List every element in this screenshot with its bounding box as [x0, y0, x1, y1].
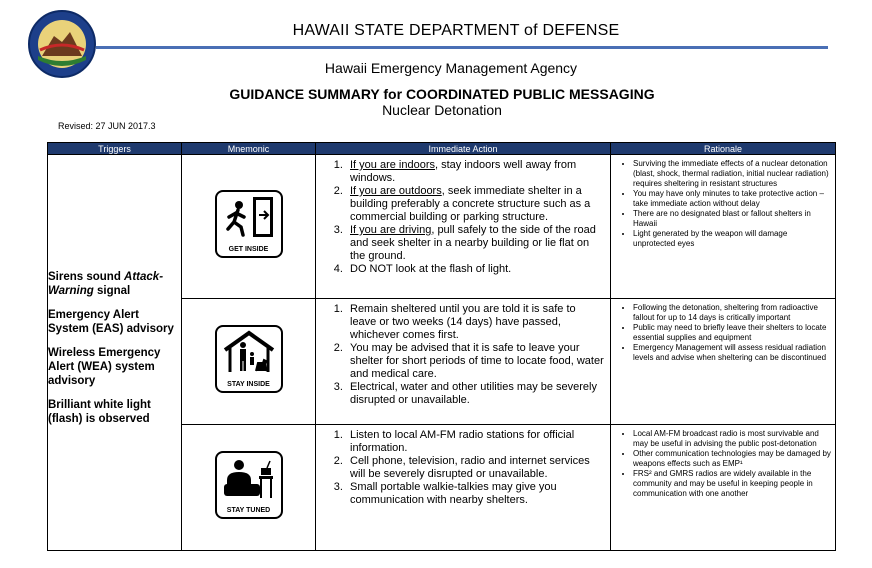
rationale-item: • There are no designated blast or fallout shelters in Hawaii [633, 209, 831, 229]
rationale-cell [611, 155, 836, 299]
trigger-sirens-suffix: signal [93, 284, 131, 297]
revised-date: Revised: 27 JUN 2017.3 [58, 121, 156, 131]
action-cell [316, 155, 611, 299]
rationale-cell [611, 299, 836, 425]
trigger-sirens [48, 270, 181, 298]
action-item [346, 224, 604, 263]
table-header-row [48, 143, 836, 155]
document-subtitle: Nuclear Detonation [382, 102, 502, 118]
mnemonic-cell [182, 299, 316, 425]
mnemonic-label: GET INSIDE [228, 246, 269, 253]
action-item: 1. Remain sheltered until you are told it is safe to leave or two weeks (14 days) have passed, whichever comes first. [346, 303, 604, 342]
action-item: 1. Listen to local AM-FM radio stations for official information. [346, 429, 604, 455]
action-item [346, 159, 604, 185]
mnemonic-label: STAY TUNED [226, 507, 271, 514]
triggers-cell [48, 155, 182, 551]
column-header-action: Immediate Action [316, 143, 611, 155]
trigger-sirens-text: Sirens sound [48, 270, 125, 283]
action-item: 2. Cell phone, television, radio and internet services will be severely disrupted or unavailable. [346, 455, 604, 481]
rationale-item: • Light generated by the weapon will damage unprotected eyes [633, 229, 831, 249]
rationale-item: • You may have only minutes to take protective action – take immediate action without delay [633, 189, 831, 209]
column-header-rationale: Rationale [611, 143, 836, 155]
action-item [346, 263, 604, 276]
rationale-item: • Emergency Management will assess residual radiation levels and advise when sheltering can be discontinued [633, 343, 831, 363]
stay-tuned-icon [215, 451, 283, 519]
action-item-text: , seek immediate shelter in a building preferably a concrete structure such as a commercial building or parking structure. [350, 185, 591, 223]
column-header-mnemonic: Mnemonic [182, 143, 316, 155]
action-item [346, 185, 604, 224]
trigger-flash: Brilliant white light (flash) is observed [48, 398, 151, 425]
rationale-item: • FRS² and GMRS radios are widely available in the community and may be useful in keeping people in communication with one another [633, 469, 831, 499]
action-cell [316, 299, 611, 425]
mnemonic-label: STAY INSIDE [227, 381, 270, 388]
trigger-sirens-italic: Attack-Warning [48, 270, 164, 297]
document-title: GUIDANCE SUMMARY for COORDINATED PUBLIC MESSAGING [229, 86, 655, 102]
action-item-emphasis: If you are indoors [350, 159, 435, 171]
action-item-text: , pull safely to the side of the road and seek shelter in a nearby building or lie flat on the ground. [350, 224, 596, 262]
agency-name: Hawaii Emergency Management Agency [324, 60, 578, 76]
get-inside-icon [215, 190, 283, 258]
trigger-wea: Wireless Emergency Alert (WEA) system advisory [48, 346, 161, 387]
guidance-table [47, 142, 836, 551]
rationale-cell [611, 425, 836, 551]
table-row [48, 155, 836, 299]
header-rule [96, 46, 828, 49]
action-item: 3. Electrical, water and other utilities may be severely disrupted or unavailable. [346, 381, 604, 407]
action-cell [316, 425, 611, 551]
action-item: 3. Small portable walkie-talkies may give you communication with nearby shelters. [346, 481, 604, 507]
mnemonic-cell [182, 425, 316, 551]
stay-inside-icon [215, 325, 283, 393]
rationale-item: • Local AM-FM broadcast radio is most survivable and may be useful in advising the public post-detonation [633, 429, 831, 449]
column-header-triggers: Triggers [48, 143, 182, 155]
action-item-text: DO NOT look at the flash of light. [350, 263, 512, 275]
action-item-emphasis: If you are driving [350, 224, 432, 236]
rationale-item: • Other communication technologies may be damaged by weapons effects such as EMP¹ [633, 449, 831, 469]
mnemonic-cell [182, 155, 316, 299]
action-item: 2. You may be advised that it is safe to leave your shelter for short periods of time to locate food, water and medical care. [346, 342, 604, 381]
trigger-eas: Emergency Alert System (EAS) advisory [48, 308, 174, 335]
rationale-item: • Public may need to briefly leave their shelters to locate essential supplies and equipment [633, 323, 831, 343]
action-item-text: , stay indoors well away from windows. [350, 159, 577, 184]
action-item-emphasis: If you are outdoors [350, 185, 442, 197]
rationale-item: • Surviving the immediate effects of a nuclear detonation (blast, shock, thermal radiation, initial nuclear radiation) requires sheltering in resistant structures [633, 159, 831, 189]
rationale-item: • Following the detonation, sheltering from radioactive fallout for up to 14 days is critically important [633, 303, 831, 323]
department-heading: HAWAII STATE DEPARTMENT of DEFENSE [292, 22, 620, 39]
